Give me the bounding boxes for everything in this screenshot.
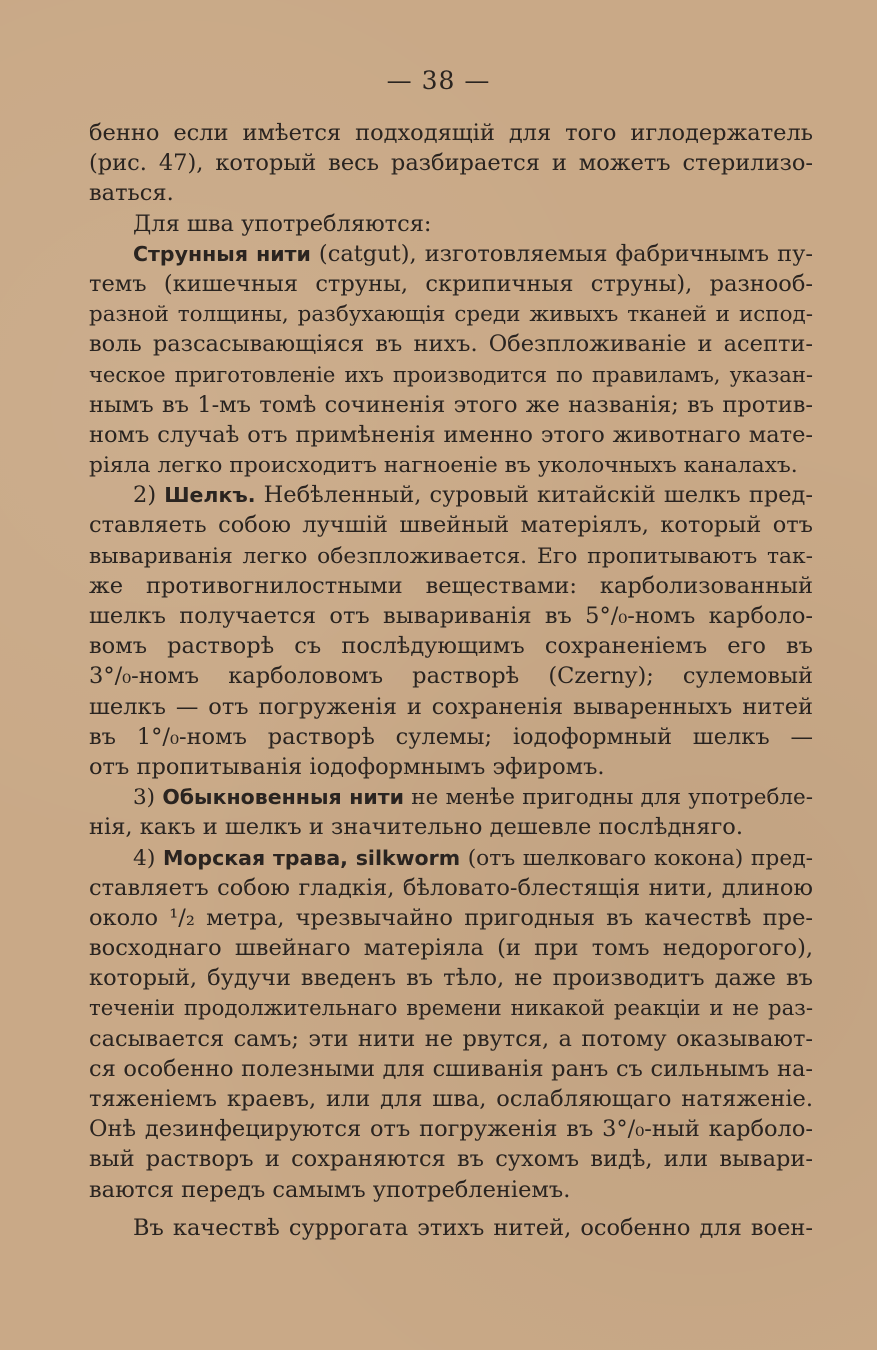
- text-line: теченіи продолжительнаго времени никакой реакціи и не раз-: [89, 996, 813, 1022]
- text-line: ваются передъ самымъ употребленіемъ.: [89, 1176, 571, 1203]
- text-line: нія, какъ и шелкъ и значительно дешевле послѣдняго.: [89, 814, 743, 841]
- text-line: Онѣ дезинфецируются отъ погруженія въ 3°/₀-ный карболо-: [89, 1116, 813, 1143]
- text-line: 4) Морская трава, silkworm (отъ шелковаго кокона) пред-: [133, 845, 813, 871]
- text-line: разной толщины, разбухающія среди живыхъ тканей и испод-: [89, 302, 813, 328]
- text-line: ставляетъ собою гладкія, бѣловато-блестящія нити, длиною: [89, 874, 813, 901]
- text-line: въ 1°/₀-номъ растворѣ сулемы; іодоформный шелкъ —: [89, 723, 813, 750]
- text-line: около ¹/₂ метра, чрезвычайно пригодныя въ качествѣ пре-: [89, 904, 813, 931]
- text-line: сасывается самъ; эти нити не рвутся, а потому оказывают-: [89, 1025, 813, 1052]
- text-line: 3) Обыкновенныя нити не менѣе пригодны для употребле-: [133, 785, 814, 811]
- text-line: же противогнилостными веществами: карболизованный: [89, 572, 813, 599]
- text-line: восходнаго швейнаго матеріяла (и при томъ недорогого),: [89, 935, 813, 962]
- text-line: Для шва употребляются:: [133, 210, 432, 237]
- text-line: вывариванія легко обезпложивается. Его пропитываютъ так-: [89, 543, 813, 569]
- text-line: тяженіемъ краевъ, или для шва, ослабляющаго натяженіе.: [89, 1086, 813, 1112]
- text-line: отъ пропитыванія іодоформнымъ эфиромъ.: [89, 753, 605, 780]
- body-text: [89, 118, 813, 1243]
- text-line: номъ случаѣ отъ примѣненія именно этого животнаго мате-: [89, 421, 813, 448]
- text-line: (рис. 47), который весь разбирается и можетъ стерилизо-: [89, 150, 813, 177]
- text-line: Въ качествѣ суррогата этихъ нитей, особенно для воен-: [133, 1214, 813, 1241]
- text-line: шелкъ получается отъ вывариванія въ 5°/₀-номъ карболо-: [89, 603, 813, 629]
- page-number: — 38 —: [386, 66, 491, 95]
- text-line: который, будучи введенъ въ тѣло, не производитъ даже въ: [89, 965, 813, 992]
- text-line: 3°/₀-номъ карболовомъ растворѣ (Czerny); сулемовый: [89, 663, 813, 690]
- text-line: Струнныя нити (catgut), изготовляемыя фабричнымъ пу-: [133, 240, 813, 267]
- text-line: 2) Шелкъ. Небѣленный, суровый китайскій шелкъ пред-: [133, 482, 813, 509]
- text-line: воль разсасывающіяся въ нихъ. Обезпложиваніе и асепти-: [89, 331, 813, 358]
- text-line: ріяла легко происходитъ нагноеніе въ уколочныхъ каналахъ.: [89, 453, 798, 479]
- text-line: вомъ растворѣ съ послѣдующимъ сохраненіемъ его въ: [89, 633, 813, 660]
- text-line: ческое приготовленіе ихъ производится по правиламъ, указан-: [89, 361, 813, 387]
- text-line: темъ (кишечныя струны, скрипичныя струны), разнооб-: [89, 270, 813, 297]
- text-line: ваться.: [89, 180, 174, 207]
- text-line: вый растворъ и сохраняются въ сухомъ видѣ, или вывари-: [89, 1146, 813, 1173]
- text-line: нымъ въ 1-мъ томѣ сочиненія этого же названія; въ против-: [89, 391, 813, 418]
- text-line: ставляеть собою лучшій швейный матеріялъ, который отъ: [89, 512, 813, 539]
- text-line: бенно если имѣется подходящій для того иглодержатель: [89, 120, 813, 146]
- text-line: шелкъ — отъ погруженія и сохраненія вываренныхъ нитей: [89, 693, 813, 720]
- text-line: ся особенно полезными для сшиванія ранъ съ сильнымъ на-: [89, 1055, 813, 1082]
